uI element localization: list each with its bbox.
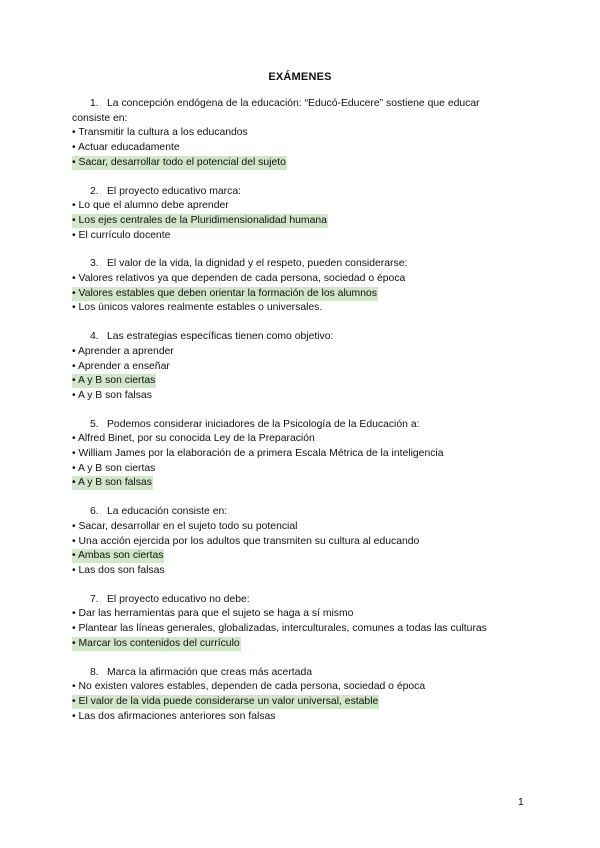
question-text: El proyecto educativo marca:	[107, 185, 241, 197]
answer-option	[72, 622, 542, 637]
option-text: William James por la elaboración de a primera Escala Métrica de la inteligencia	[78, 448, 444, 460]
option-highlight	[72, 681, 425, 692]
bullet-icon: •	[72, 287, 76, 299]
bullet-icon: •	[72, 360, 76, 372]
answer-option	[72, 360, 542, 375]
question-number: 8.	[90, 666, 99, 678]
question-3	[72, 257, 542, 316]
option-text: Aprender a aprender	[77, 345, 174, 357]
option-highlight	[72, 302, 322, 313]
option-highlight	[72, 214, 328, 228]
bullet-icon: •	[72, 229, 76, 241]
option-highlight	[72, 637, 241, 651]
question-number: 5.	[90, 418, 99, 430]
option-highlight	[72, 536, 419, 547]
option-text: Las dos afirmaciones anteriores son falsas	[78, 710, 276, 722]
answer-option-correct	[72, 476, 542, 491]
bullet-icon: •	[72, 127, 76, 139]
option-text: Alfred Binet, por su conocida Ley de la Preparación	[77, 433, 315, 445]
page-title: EXÁMENES	[268, 71, 332, 83]
bullet-icon: •	[72, 550, 76, 562]
question-6	[72, 505, 542, 579]
bullet-icon: •	[72, 710, 76, 722]
bullet-icon: •	[72, 564, 76, 576]
question-number: 3.	[90, 258, 99, 270]
option-highlight	[72, 521, 297, 532]
bullet-icon: •	[72, 608, 76, 620]
question-text: Podemos considerar iniciadores de la Psicología de la Educación a:	[107, 418, 420, 430]
option-text: Los únicos valores realmente estables o universales.	[78, 302, 323, 314]
option-text: Lo que el alumno debe aprender	[78, 200, 229, 212]
answer-option-correct	[72, 287, 542, 302]
question-number: 2.	[90, 185, 99, 197]
question-stem	[72, 593, 542, 608]
bullet-icon: •	[72, 637, 76, 649]
question-stem	[72, 666, 542, 681]
option-highlight	[72, 346, 174, 357]
question-text: Las estrategias específicas tienen como objetivo:	[107, 331, 334, 343]
question-number: 4.	[90, 331, 99, 343]
bullet-icon: •	[72, 389, 76, 401]
option-text: A y B son falsas	[77, 389, 152, 401]
bullet-icon: •	[72, 448, 76, 460]
answer-option	[72, 710, 542, 725]
question-7	[72, 593, 542, 652]
question-text: La concepción endógena de la educación: “Educó-Educere” sostiene que educar	[107, 98, 480, 109]
page-number: 1	[518, 797, 524, 808]
option-text: Marcar los contenidos del currículo	[78, 637, 240, 649]
option-highlight	[72, 287, 378, 301]
option-text: A y B son ciertas	[77, 375, 156, 387]
answer-option	[72, 199, 542, 214]
option-highlight	[72, 448, 444, 459]
question-stem	[72, 257, 542, 272]
answer-option	[72, 389, 542, 404]
answer-option	[72, 272, 542, 287]
option-highlight	[72, 230, 170, 241]
option-text: Valores relativos ya que dependen de cada persona, sociedad o época	[78, 273, 406, 285]
option-text: Dar las herramientas para que el sujeto se haga a sí mismo	[78, 608, 354, 620]
option-highlight	[72, 390, 152, 401]
option-highlight	[72, 127, 248, 138]
option-highlight	[72, 565, 165, 576]
option-highlight	[72, 549, 164, 563]
option-highlight	[72, 374, 156, 388]
option-highlight	[72, 200, 229, 211]
option-text: Las dos son falsas	[78, 564, 165, 576]
bullet-icon: •	[72, 477, 76, 489]
option-text: Ambas son ciertas	[77, 550, 164, 562]
option-text: Sacar, desarrollar en el sujeto todo su potencial	[78, 520, 298, 532]
bullet-icon: •	[72, 200, 76, 212]
option-highlight	[72, 361, 170, 372]
bullet-icon: •	[72, 302, 76, 314]
question-text-continued: consiste en:	[72, 112, 128, 124]
option-text: Una acción ejercida por los adultos que transmiten su cultura al educando	[78, 535, 420, 547]
option-highlight	[72, 623, 487, 634]
answer-option-correct	[72, 637, 542, 652]
answer-option-correct	[72, 549, 542, 564]
question-number: 6.	[90, 506, 99, 518]
answer-option	[72, 680, 542, 695]
option-highlight	[72, 711, 275, 722]
option-text: Plantear las líneas generales, globalizadas, interculturales, comunes a todas las culturas	[78, 623, 487, 635]
answer-option	[72, 462, 542, 477]
bullet-icon: •	[72, 623, 76, 635]
option-highlight	[72, 463, 155, 474]
question-stem	[72, 505, 542, 520]
question-8	[72, 666, 542, 725]
option-text: A y B son ciertas	[77, 462, 156, 474]
bullet-icon: •	[72, 462, 76, 474]
bullet-icon: •	[72, 433, 76, 445]
bullet-icon: •	[72, 142, 76, 154]
answer-option	[72, 432, 542, 447]
option-highlight	[72, 476, 153, 490]
bullet-icon: •	[72, 520, 76, 532]
option-highlight	[72, 608, 353, 619]
option-text: El currículo docente	[78, 229, 171, 241]
question-2	[72, 185, 542, 244]
question-stem	[72, 97, 542, 126]
option-text: Los ejes centrales de la Pluridimensionalidad humana	[78, 214, 327, 226]
answer-option	[72, 447, 542, 462]
question-5	[72, 418, 542, 492]
answer-option	[72, 535, 542, 550]
answer-option	[72, 126, 542, 141]
option-text: Actuar educadamente	[77, 142, 180, 154]
option-text: A y B son falsas	[77, 477, 152, 489]
option-text: Aprender a enseñar	[77, 360, 170, 372]
option-text: Sacar, desarrollar todo el potencial del sujeto	[78, 156, 286, 168]
exam-content	[72, 97, 542, 738]
bullet-icon: •	[72, 375, 76, 387]
option-text: Valores estables que deben orientar la formación de los alumnos	[78, 287, 377, 299]
option-text: No existen valores estables, dependen de cada persona, sociedad o época	[78, 681, 426, 693]
question-1	[72, 97, 542, 171]
bullet-icon: •	[72, 156, 76, 168]
option-highlight	[72, 695, 379, 709]
question-4	[72, 330, 542, 404]
option-text: El valor de la vida puede considerarse un valor universal, estable	[78, 695, 379, 707]
bullet-icon: •	[72, 345, 76, 357]
bullet-icon: •	[72, 273, 76, 285]
option-highlight	[72, 142, 180, 153]
answer-option-correct	[72, 695, 542, 710]
option-highlight	[72, 273, 405, 284]
question-text: Marca la afirmación que creas más acertada	[107, 666, 313, 678]
option-highlight	[72, 156, 287, 170]
answer-option-correct	[72, 374, 542, 389]
answer-option	[72, 564, 542, 579]
question-stem	[72, 330, 542, 345]
option-highlight	[72, 433, 315, 444]
answer-option	[72, 607, 542, 622]
bullet-icon: •	[72, 214, 76, 226]
bullet-icon: •	[72, 535, 76, 547]
answer-option	[72, 345, 542, 360]
answer-option	[72, 301, 542, 316]
answer-option-correct	[72, 214, 542, 229]
question-number: 7.	[90, 593, 99, 605]
answer-option-correct	[72, 156, 542, 171]
answer-option	[72, 141, 542, 156]
question-text: La educación consiste en:	[107, 506, 228, 518]
answer-option	[72, 229, 542, 244]
question-text: El valor de la vida, la dignidad y el respeto, pueden considerarse:	[107, 258, 408, 270]
question-stem	[72, 418, 542, 433]
bullet-icon: •	[72, 681, 76, 693]
option-text: Transmitir la cultura a los educandos	[78, 127, 248, 139]
question-text: El proyecto educativo no debe:	[107, 593, 250, 605]
question-stem	[72, 185, 542, 200]
bullet-icon: •	[72, 695, 76, 707]
question-number: 1.	[90, 98, 99, 109]
answer-option	[72, 520, 542, 535]
